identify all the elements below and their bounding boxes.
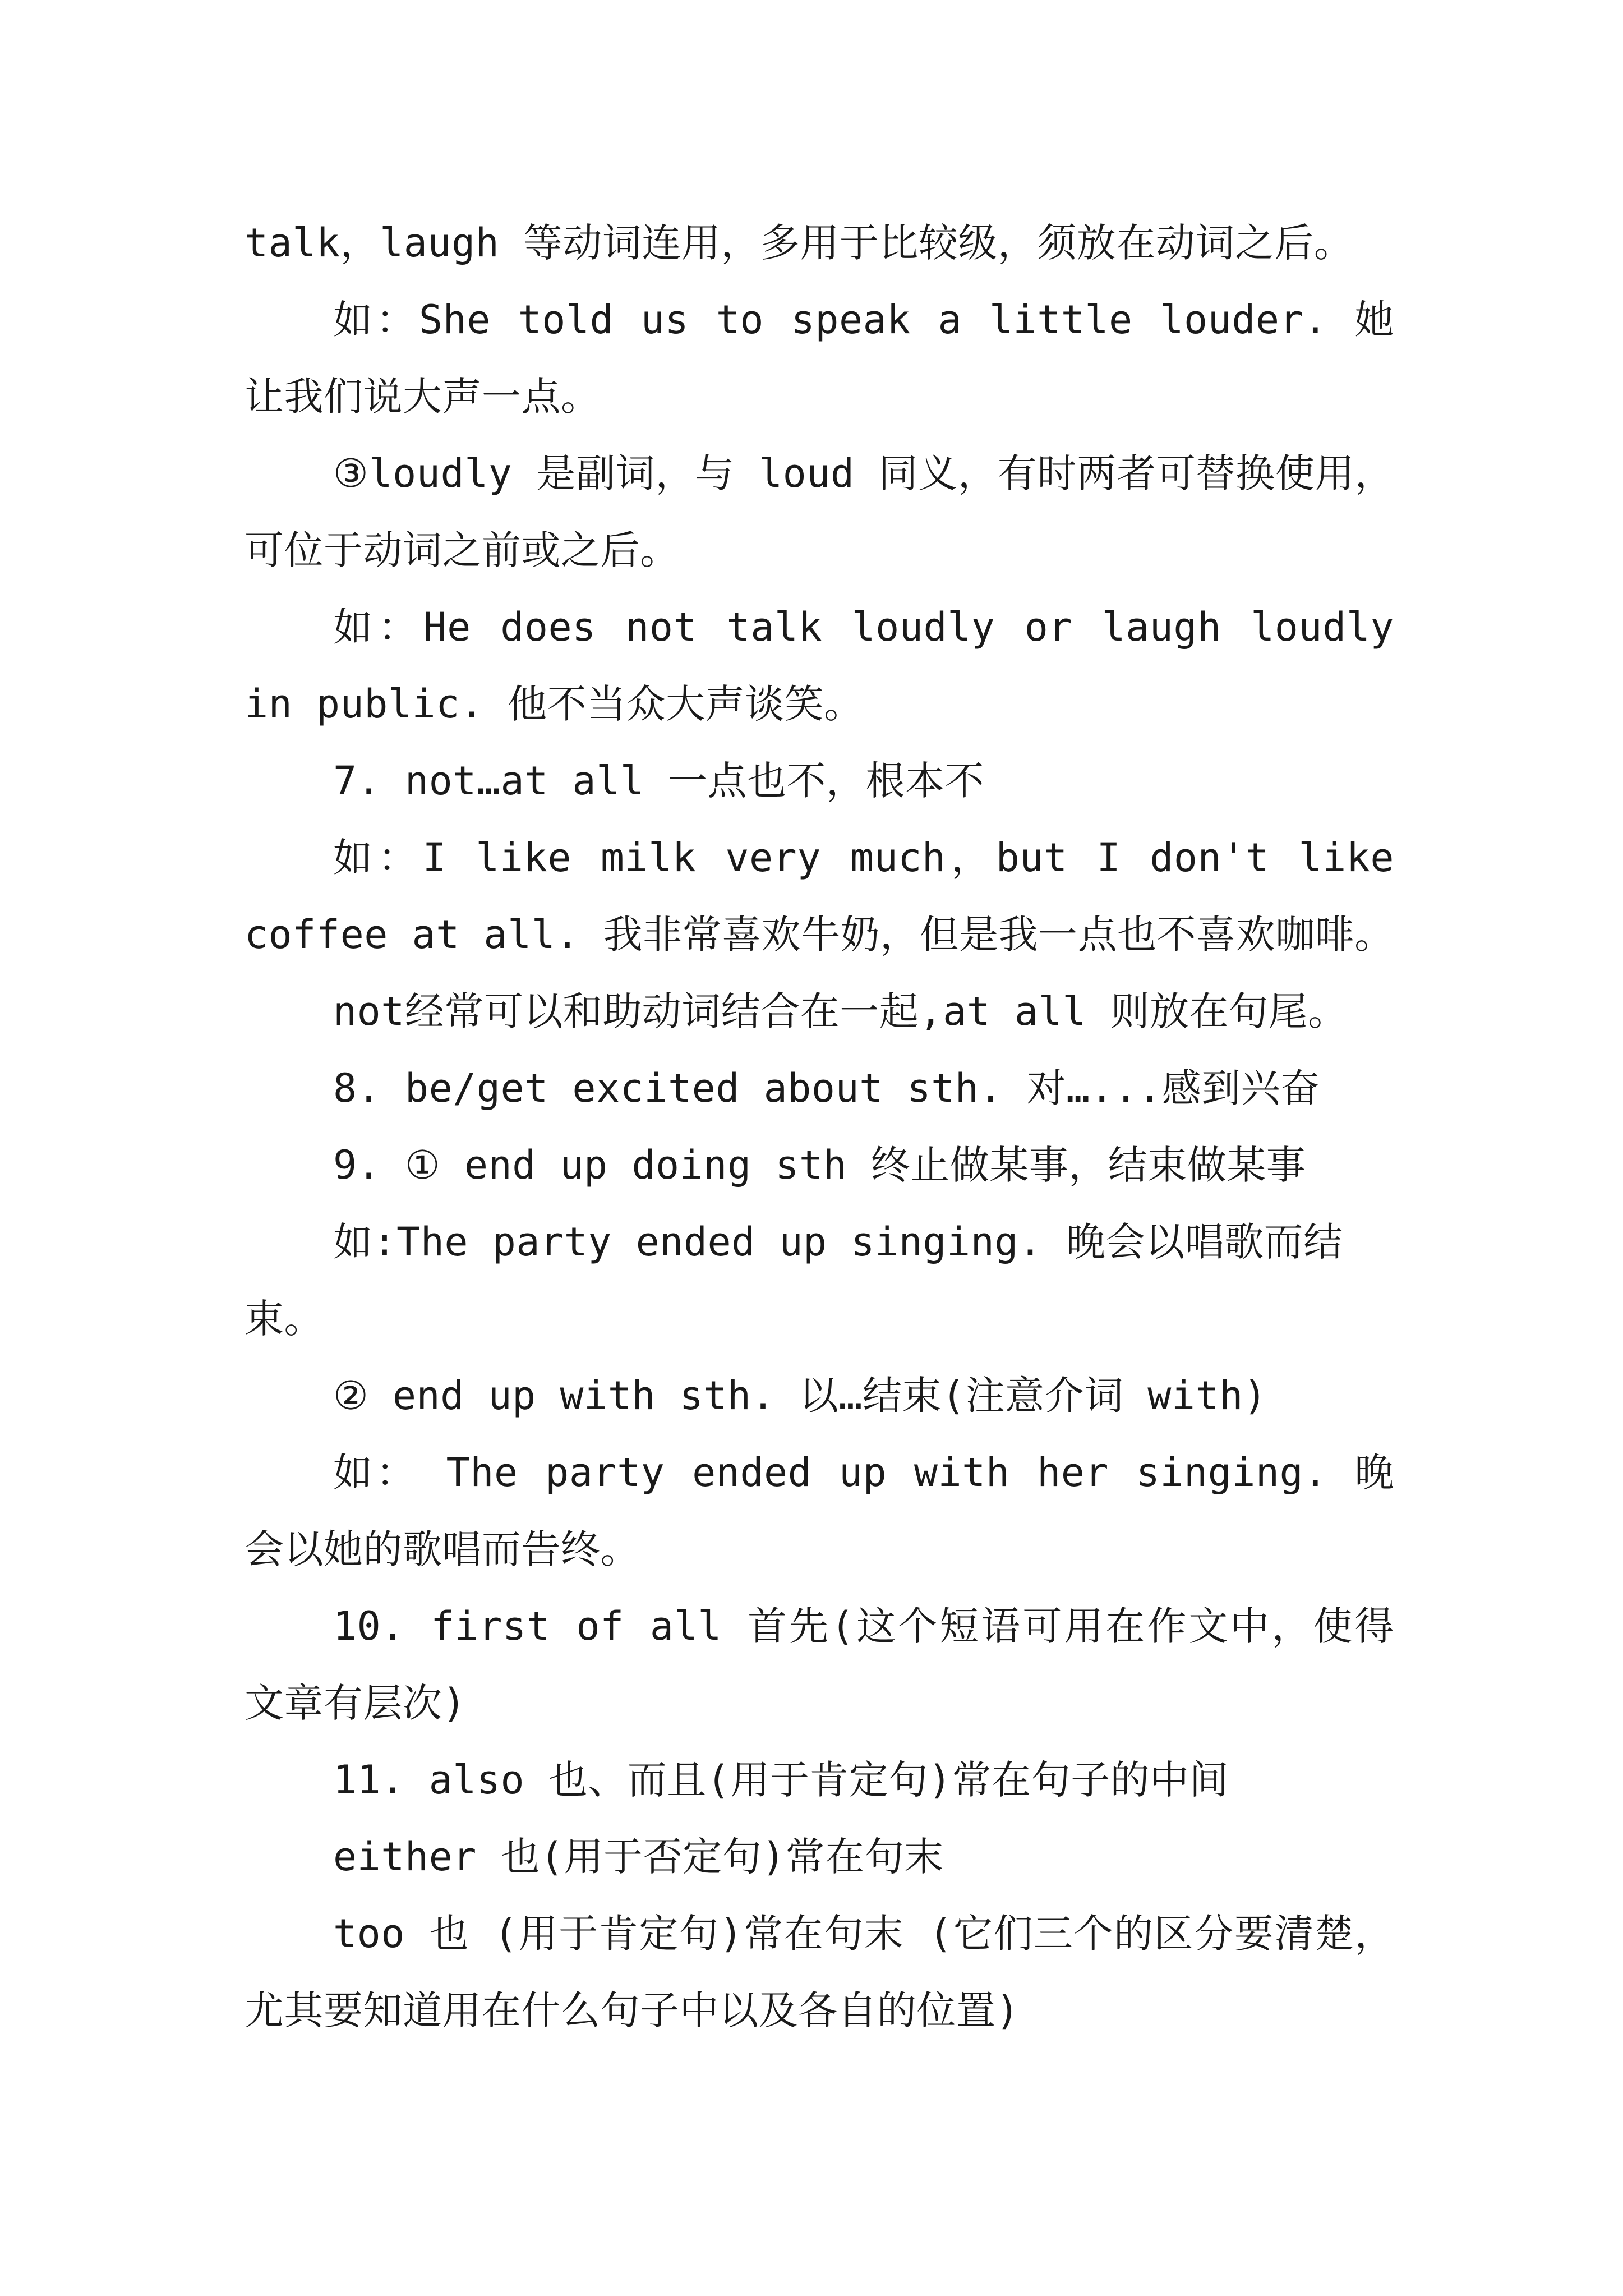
paragraph-comparative-note: talk，laugh 等动词连用，多用于比较级，须放在动词之后。 — [245, 220, 1354, 266]
paragraph-item-10: 10. first of all 首先(这个短语可用在作文中，使得文章有层次) — [245, 1603, 1394, 1726]
paragraph-item-9: 9. ① end up doing sth 终止做某事，结束做某事 — [333, 1142, 1306, 1188]
paragraph-either: either 也(用于否定句)常在句末 — [333, 1834, 944, 1880]
document-body — [245, 205, 1394, 2049]
paragraph-not-at-all-example: 如：I like milk very much，but I don't like coffee at all. 我非常喜欢牛奶，但是我一点也不喜欢咖啡。 — [245, 835, 1394, 958]
paragraph-louder-example: 如：She told us to speak a little louder. 她让我们说大声一点。 — [245, 297, 1394, 420]
paragraph-too: too 也 (用于肯定句)常在句末 (它们三个的区分要清楚，尤其要知道用在什么句子中以及各自的位置) — [245, 1911, 1394, 2033]
paragraph-end-up-with: ② end up with sth. 以…结束(注意介词 with) — [333, 1373, 1267, 1419]
paragraph-item-8: 8. be/get excited about sth. 对…...感到兴奋 — [333, 1065, 1320, 1111]
paragraph-not-at-all-note: not经常可以和助动词结合在一起,at all 则放在句尾。 — [333, 988, 1348, 1034]
paragraph-item-11-also: 11. also 也、而且(用于肯定句)常在句子的中间 — [333, 1757, 1229, 1803]
paragraph-end-up-example: 如:The party ended up singing. 晚会以唱歌而结束。 — [245, 1219, 1343, 1342]
paragraph-item-7: 7. not…at all 一点也不，根本不 — [333, 758, 985, 804]
paragraph-loudly-definition: ③loudly 是副词，与 loud 同义，有时两者可替换使用，可位于动词之前或之后。 — [245, 450, 1394, 573]
paragraph-end-up-with-example: 如： The party ended up with her singing. 晚会以她的歌唱而告终。 — [245, 1450, 1394, 1572]
paragraph-loudly-example: 如：He does not talk loudly or laugh loudly in public. 他不当众大声谈笑。 — [245, 604, 1394, 727]
